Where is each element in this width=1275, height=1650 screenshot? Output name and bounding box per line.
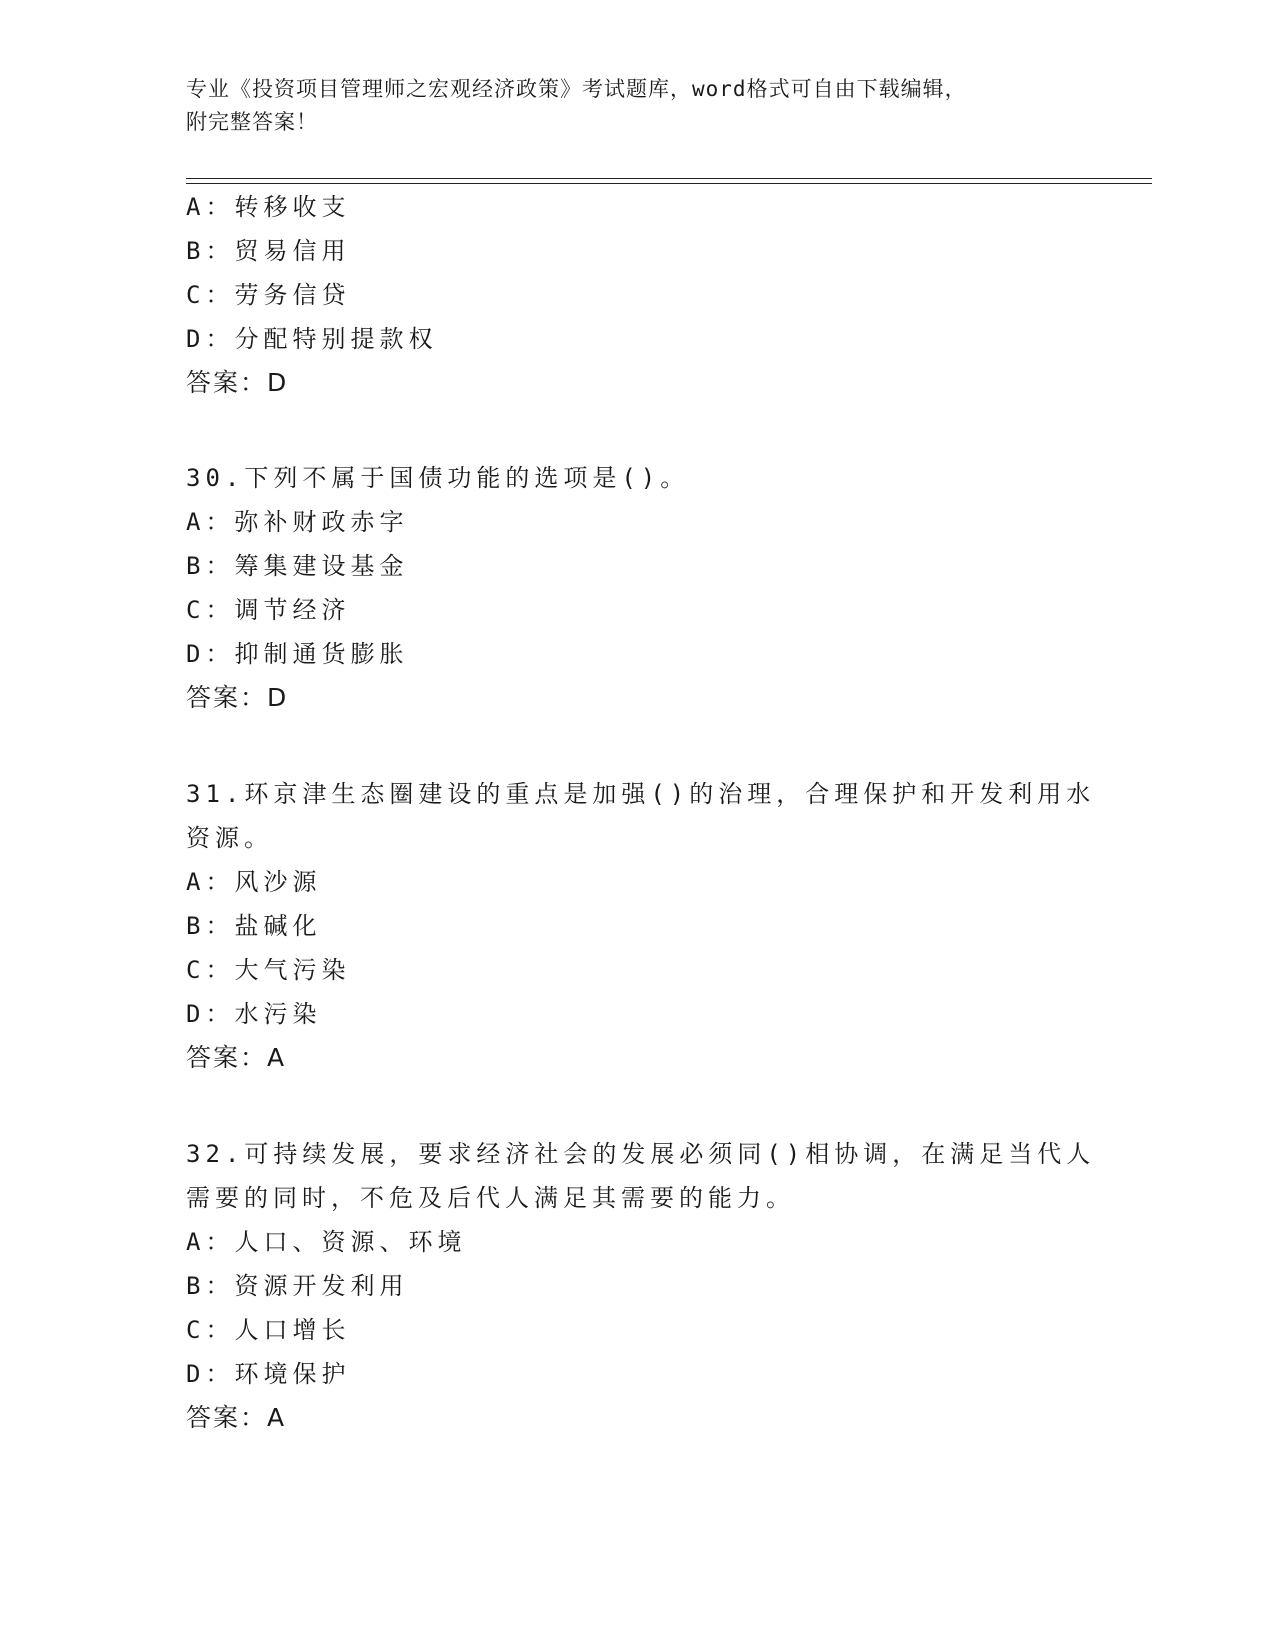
header-divider-top: [186, 178, 1152, 179]
q30-option-c: C：调节经济: [186, 596, 351, 624]
q32-answer: 答案：A: [186, 1403, 287, 1432]
q32-question-line-1: 32.可持续发展，要求经济社会的发展必须同()相协调，在满足当代人: [186, 1140, 1096, 1168]
q30-option-d: D：抑制通货膨胀: [186, 640, 409, 668]
q31-question-line-1: 31.环京津生态圈建设的重点是加强()的治理，合理保护和开发利用水: [186, 780, 1096, 808]
q29-option-d: D：分配特别提款权: [186, 325, 438, 353]
q30-option-a: A：弥补财政赤字: [186, 508, 409, 536]
q31-option-d: D：水污染: [186, 1000, 322, 1028]
header-divider-bottom: [186, 183, 1152, 184]
q29-answer: 答案：D: [186, 368, 289, 397]
q31-question-line-2: 资源。: [186, 824, 273, 852]
q31-option-a: A：风沙源: [186, 868, 322, 896]
q30-option-b: B：筹集建设基金: [186, 552, 409, 580]
q31-option-c: C：大气污染: [186, 956, 351, 984]
q32-option-c: C：人口增长: [186, 1316, 351, 1344]
q31-answer: 答案：A: [186, 1043, 287, 1072]
document-header: [186, 73, 1086, 139]
header-line-1: 专业《投资项目管理师之宏观经济政策》考试题库，word格式可自由下载编辑，: [186, 77, 967, 101]
q32-option-a: A：人口、资源、环境: [186, 1228, 467, 1256]
q32-option-d: D：环境保护: [186, 1360, 351, 1388]
header-line-2: 附完整答案！: [186, 110, 318, 134]
q29-option-a: A：转移收支: [186, 193, 351, 221]
q29-option-c: C：劳务信贷: [186, 281, 351, 309]
q30-question: 30.下列不属于国债功能的选项是()。: [186, 464, 690, 492]
q29-option-b: B：贸易信用: [186, 237, 351, 265]
q32-question-line-2: 需要的同时，不危及后代人满足其需要的能力。: [186, 1184, 795, 1212]
q31-option-b: B：盐碱化: [186, 912, 322, 940]
q32-option-b: B：资源开发利用: [186, 1272, 409, 1300]
q30-answer: 答案：D: [186, 683, 289, 712]
